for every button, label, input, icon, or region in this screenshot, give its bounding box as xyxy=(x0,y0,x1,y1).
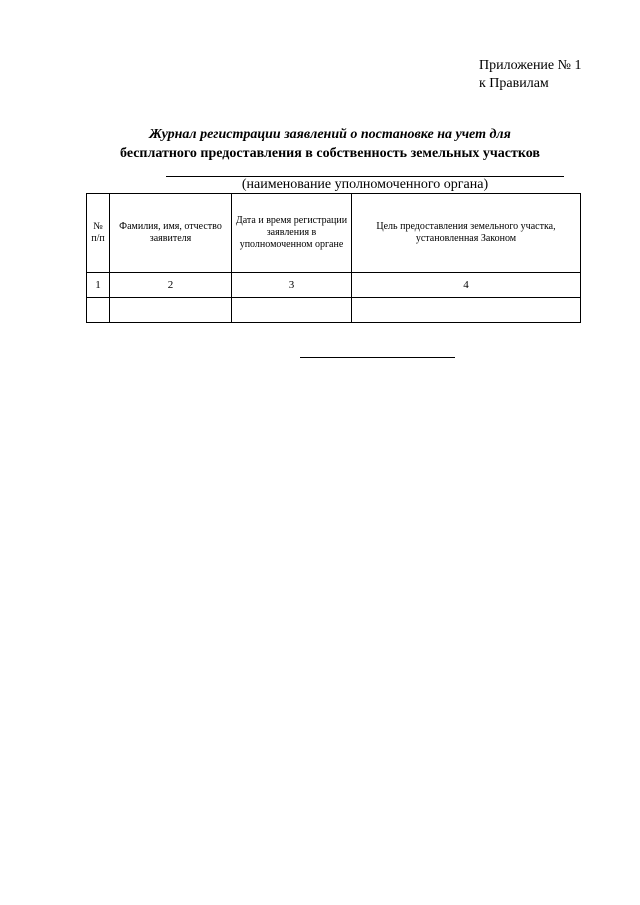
column-number-1: 1 xyxy=(87,273,110,298)
column-number-3: 3 xyxy=(232,273,352,298)
blank-cell xyxy=(232,298,352,323)
column-number-4: 4 xyxy=(352,273,581,298)
header-cell-applicant-name: Фамилия, имя, отчество заявителя xyxy=(110,194,232,273)
header-cell-registration-datetime: Дата и время регистрации заявления в уполномоченном органе xyxy=(232,194,352,273)
appendix-line-2: к Правилам xyxy=(479,76,549,91)
end-divider-line xyxy=(300,357,455,358)
document-title xyxy=(90,125,570,163)
column-number-2: 2 xyxy=(110,273,232,298)
header-cell-number: № п/п xyxy=(87,194,110,273)
appendix-line-1: Приложение № 1 xyxy=(479,58,582,73)
table-row xyxy=(87,273,581,298)
authority-caption: (наименование уполномоченного органа) xyxy=(241,177,489,192)
table-header-row xyxy=(87,194,581,273)
header-cell-purpose: Цель предоставления земельного участка, установленная Законом xyxy=(352,194,581,273)
blank-cell xyxy=(352,298,581,323)
title-line-2: бесплатного предоставления в собственность земельных участков xyxy=(120,146,540,161)
registration-journal-table xyxy=(86,193,581,323)
blank-cell xyxy=(87,298,110,323)
title-line-1: Журнал регистрации заявлений о постановке на учет для xyxy=(149,127,511,142)
table-row xyxy=(87,298,581,323)
blank-cell xyxy=(110,298,232,323)
appendix-label xyxy=(479,57,582,93)
